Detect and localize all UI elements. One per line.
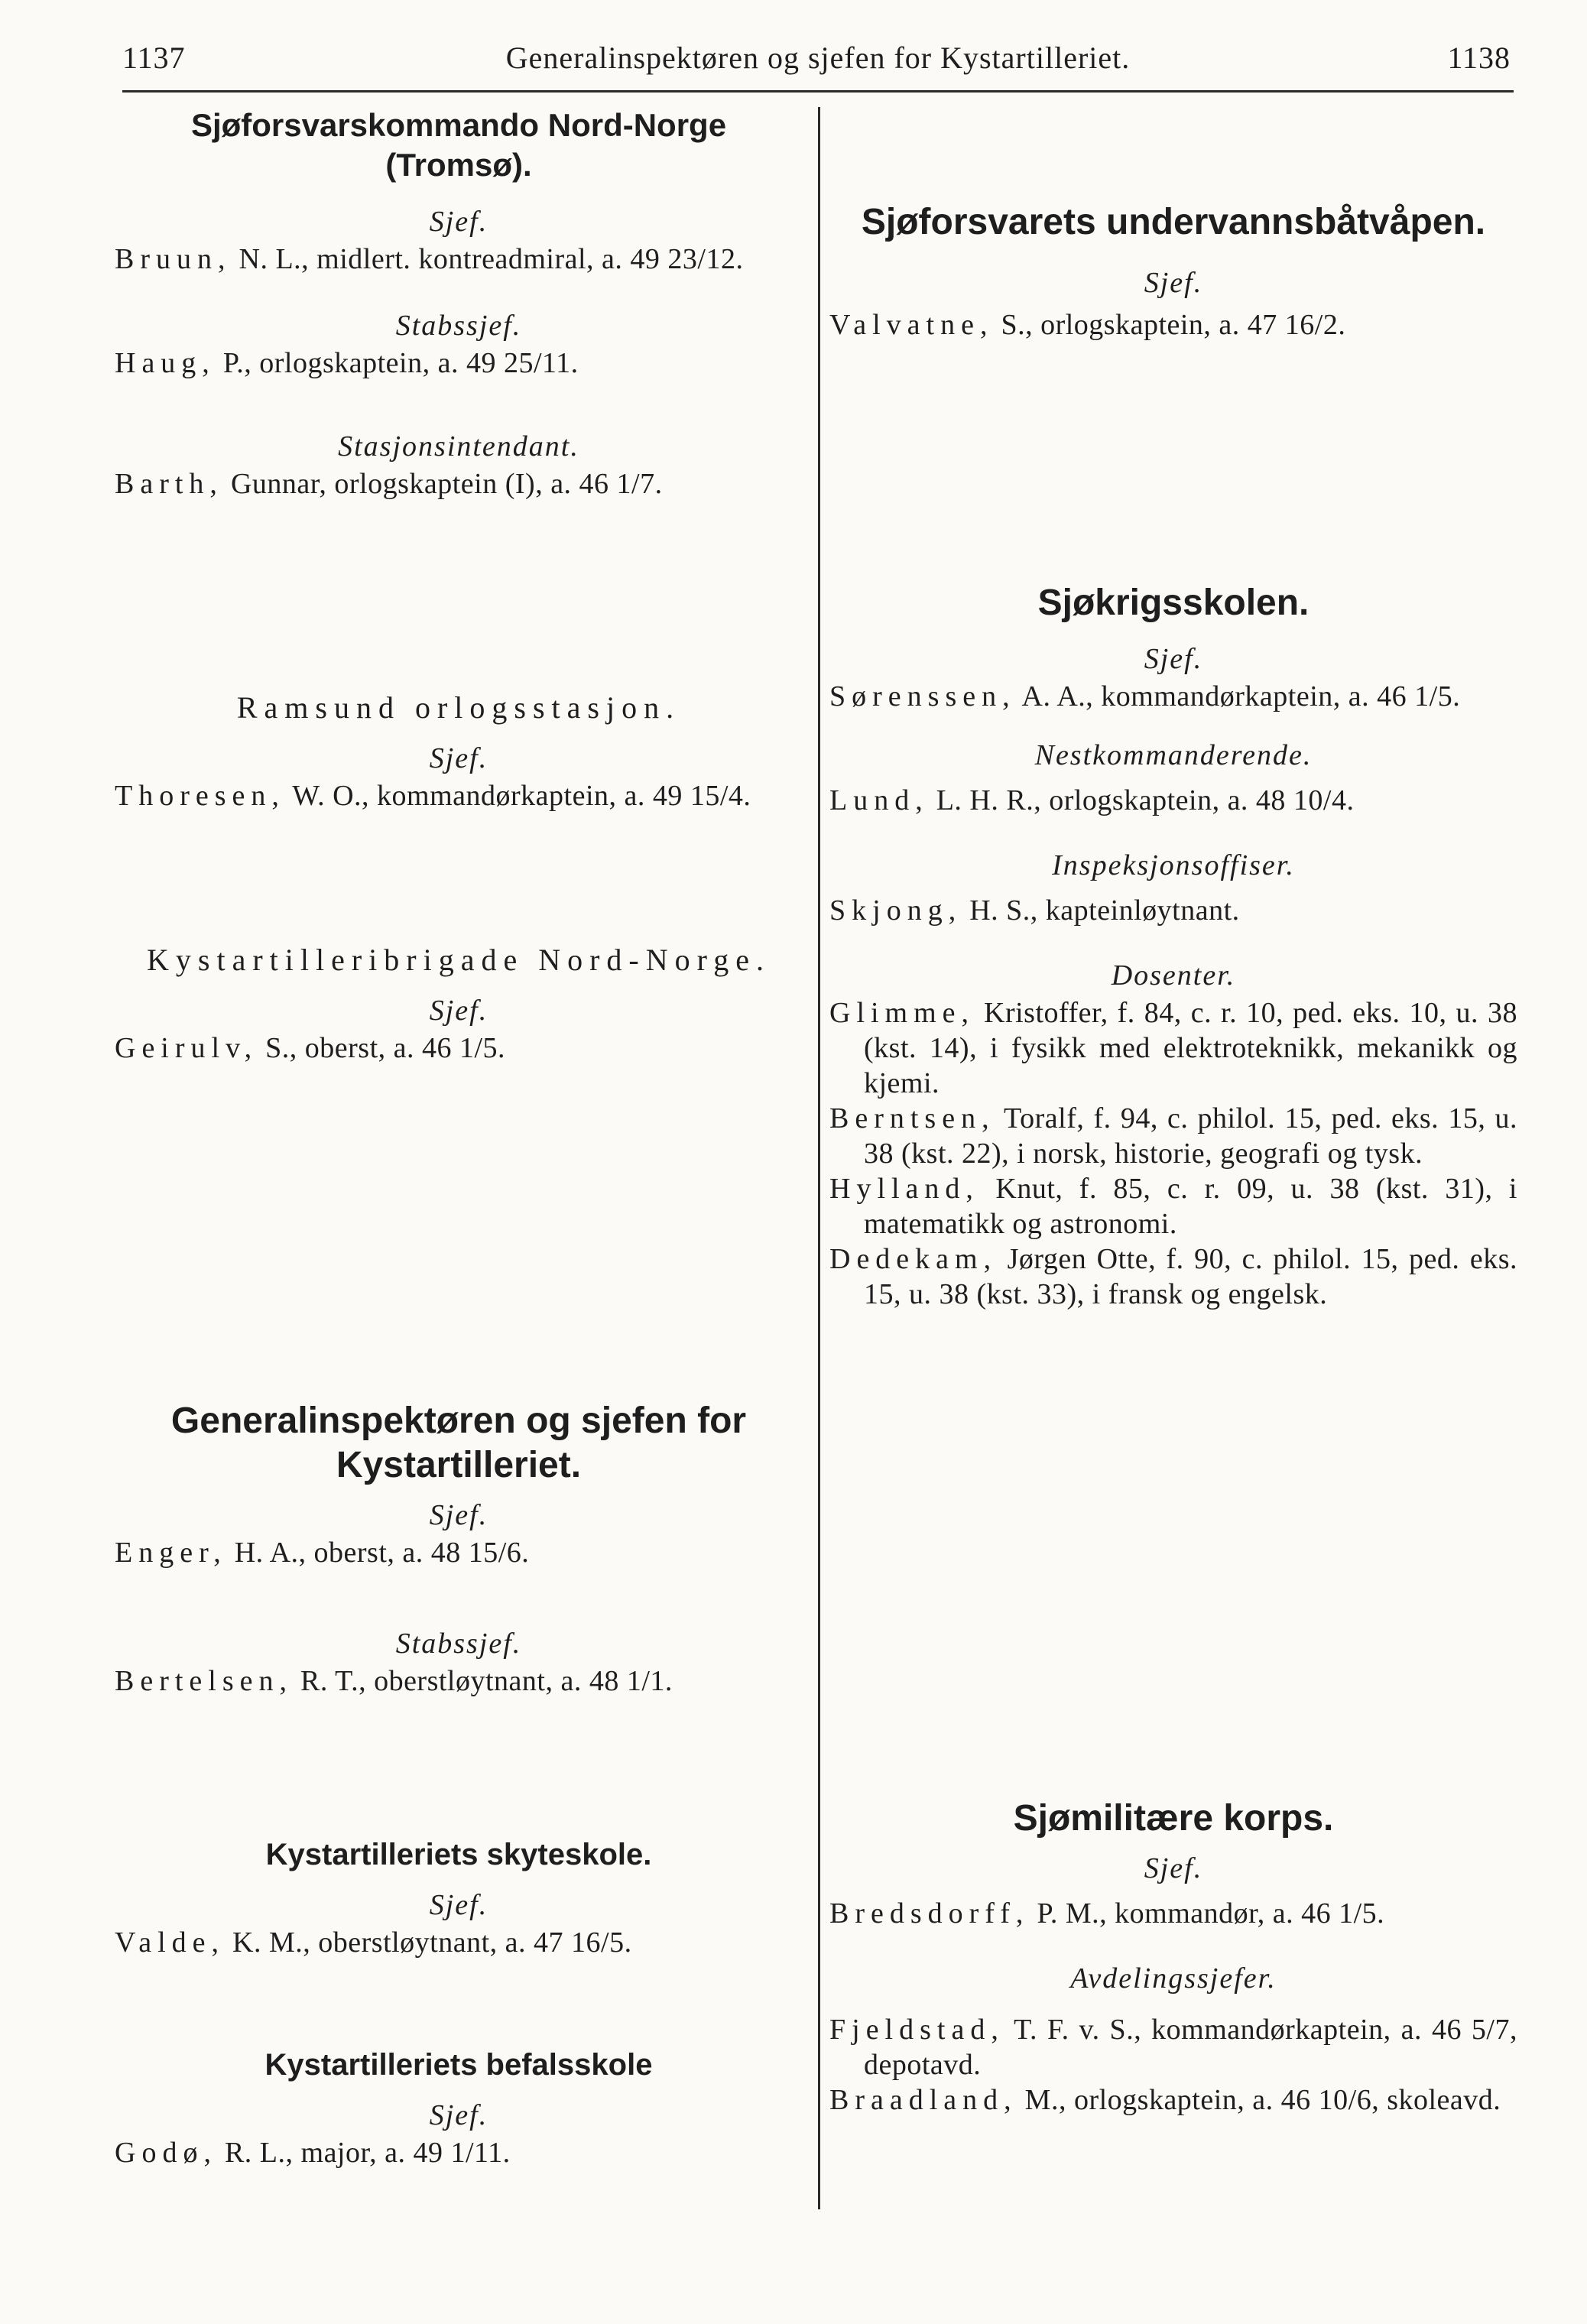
entry-name: Sørenssen, bbox=[829, 680, 1016, 712]
entry-name: Dedekam, bbox=[829, 1243, 998, 1275]
running-title: Generalinspektøren og sjefen for Kystartilleriet. bbox=[505, 41, 1131, 75]
section-skyteskole bbox=[115, 1835, 803, 1960]
entry bbox=[115, 1535, 803, 1570]
entry-name: Fjeldstad, bbox=[829, 2014, 1004, 2046]
entry-name: Valvatne, bbox=[829, 309, 994, 341]
entry-name: Thoresen, bbox=[115, 780, 285, 812]
section-heading: Kystartilleriets skyteskole. bbox=[265, 1838, 652, 1871]
title-nestkommanderende: Nestkommanderende. bbox=[1034, 739, 1313, 771]
entry bbox=[115, 1663, 803, 1699]
entry-text: S., oberst, a. 46 1/5. bbox=[258, 1032, 506, 1064]
title-stabssjef: Stabssjef. bbox=[395, 1628, 522, 1660]
entry-name: Braadland, bbox=[829, 2084, 1017, 2116]
title-inspeksjonsoffiser: Inspeksjonsoffiser. bbox=[1052, 849, 1295, 881]
entry bbox=[829, 1242, 1517, 1312]
entry-text: S., orlogskaptein, a. 47 16/2. bbox=[993, 309, 1346, 341]
entry bbox=[115, 778, 803, 813]
section-heading: Sjøforsvarets undervannsbåtvåpen. bbox=[861, 202, 1486, 242]
title-sjef: Sjef. bbox=[1144, 1852, 1203, 1884]
title-sjef: Sjef. bbox=[429, 2099, 488, 2131]
entry-text: R. T., oberstløytnant, a. 48 1/1. bbox=[293, 1665, 673, 1697]
section-generalinspektoren bbox=[115, 1399, 803, 1699]
entry-text: A. A., kommandørkaptein, a. 46 1/5. bbox=[1015, 680, 1461, 712]
entry bbox=[829, 2082, 1517, 2118]
entry-name: Godø, bbox=[115, 2137, 217, 2169]
entry bbox=[829, 2012, 1517, 2082]
header-rule bbox=[122, 90, 1514, 93]
entry-text: M., orlogskaptein, a. 46 10/6, skoleavd. bbox=[1017, 2084, 1501, 2116]
entry-text: R. L., major, a. 49 1/11. bbox=[216, 2137, 511, 2169]
entry-name: Valde, bbox=[115, 1926, 226, 1959]
entry-name: Bruun, bbox=[115, 243, 232, 275]
title-sjef: Sjef. bbox=[429, 995, 488, 1027]
entry-text: H. S., kapteinløytnant. bbox=[962, 894, 1240, 927]
entry bbox=[829, 1101, 1517, 1171]
section-heading: Ramsund orlogsstasjon. bbox=[236, 690, 681, 725]
entry-name: Hylland, bbox=[829, 1173, 979, 1205]
title-sjef: Sjef. bbox=[429, 1499, 488, 1531]
entry-name: Skjong, bbox=[829, 894, 962, 927]
section-sjokrigsskolen bbox=[829, 581, 1517, 1312]
section-heading: Kystartilleribrigade Nord-Norge. bbox=[147, 943, 771, 977]
title-sjef: Sjef. bbox=[429, 206, 488, 238]
entry-text: W. O., kommandørkaptein, a. 49 15/4. bbox=[284, 780, 751, 812]
entry bbox=[115, 466, 803, 501]
section-befalsskole bbox=[115, 2045, 803, 2170]
title-sjef: Sjef. bbox=[1144, 267, 1203, 299]
entry bbox=[829, 1896, 1517, 1931]
title-dosenter: Dosenter. bbox=[1111, 959, 1236, 992]
entry-text: Gunnar, orlogskaptein (I), a. 46 1/7. bbox=[222, 468, 663, 500]
entry bbox=[115, 242, 803, 277]
section-sjoforsvarskommando bbox=[115, 105, 803, 501]
section-undervannsbatvapen bbox=[829, 200, 1517, 342]
section-ramsund bbox=[115, 688, 803, 813]
title-sjef: Sjef. bbox=[429, 742, 488, 774]
title-sjef: Sjef. bbox=[1144, 643, 1203, 675]
entry-name: Lund, bbox=[829, 784, 929, 816]
entry-name: Haug, bbox=[115, 347, 216, 379]
entry bbox=[115, 2135, 803, 2170]
entry-text: H. A., oberst, a. 48 15/6. bbox=[226, 1537, 530, 1569]
entry bbox=[115, 1925, 803, 1960]
section-heading: Sjøkrigsskolen. bbox=[1037, 583, 1310, 623]
section-heading: Sjømilitære korps. bbox=[1013, 1798, 1334, 1839]
entry-name: Glimme, bbox=[829, 997, 975, 1029]
entry-name: Bertelsen, bbox=[115, 1665, 294, 1697]
entry-text: Kristoffer, f. 84, c. r. 10, ped. eks. 10, u. 38 (kst. 14), i fysikk med elektroteknikk, mekanikk og kjemi. bbox=[864, 997, 1517, 1099]
entry-name: Barth, bbox=[115, 468, 223, 500]
running-header bbox=[122, 40, 1514, 86]
entry bbox=[829, 995, 1517, 1101]
entry-name: Bredsdorff, bbox=[829, 1897, 1030, 1930]
title-stasjonsintendant: Stasjonsintendant. bbox=[338, 430, 579, 463]
section-heading: Kystartilleriets befalsskole bbox=[264, 2048, 653, 2082]
entry-name: Enger, bbox=[115, 1537, 227, 1569]
entry-name: Geirulv, bbox=[115, 1032, 258, 1064]
entry bbox=[829, 893, 1517, 928]
entry-text: N. L., midlert. kontreadmiral, a. 49 23/12. bbox=[231, 243, 744, 275]
entry-name: Berntsen, bbox=[829, 1102, 995, 1134]
column-divider bbox=[818, 107, 820, 2209]
entry bbox=[115, 346, 803, 381]
entry-text: T. F. v. S., kommandørkaptein, a. 46 5/7, depotavd. bbox=[864, 2014, 1517, 2081]
section-kystartilleribrigade bbox=[115, 940, 803, 1066]
entry bbox=[829, 307, 1517, 342]
entry-text: Knut, f. 85, c. r. 09, u. 38 (kst. 31), i matematikk og astronomi. bbox=[864, 1173, 1517, 1240]
entry-text: K. M., oberstløytnant, a. 47 16/5. bbox=[225, 1926, 632, 1959]
page-number-left: 1137 bbox=[122, 41, 186, 75]
entry-text: P. M., kommandør, a. 46 1/5. bbox=[1029, 1897, 1385, 1930]
title-stabssjef: Stabssjef. bbox=[395, 310, 522, 342]
entry-text: Toralf, f. 94, c. philol. 15, ped. eks. 15, u. 38 (kst. 22), i norsk, historie, geografi og tysk. bbox=[864, 1102, 1517, 1170]
page-number-right: 1138 bbox=[1447, 41, 1511, 75]
section-heading: Sjøforsvarskommando Nord-Norge (Tromsø). bbox=[190, 107, 727, 183]
section-sjomilitaere-korps bbox=[829, 1797, 1517, 2118]
title-sjef: Sjef. bbox=[429, 1889, 488, 1921]
section-heading: Generalinspektøren og sjefen for Kystartilleriet. bbox=[170, 1401, 747, 1485]
entry bbox=[829, 783, 1517, 818]
entry bbox=[829, 679, 1517, 714]
title-avdelingssjefer: Avdelingssjefer. bbox=[1070, 1962, 1277, 1995]
entry bbox=[829, 1171, 1517, 1242]
entry bbox=[115, 1031, 803, 1066]
entry-text: L. H. R., orlogskaptein, a. 48 10/4. bbox=[928, 784, 1355, 816]
entry-text: Jørgen Otte, f. 90, c. philol. 15, ped. eks. 15, u. 38 (kst. 33), i fransk og engelsk. bbox=[864, 1243, 1517, 1310]
entry-text: P., orlogskaptein, a. 49 25/11. bbox=[215, 347, 579, 379]
